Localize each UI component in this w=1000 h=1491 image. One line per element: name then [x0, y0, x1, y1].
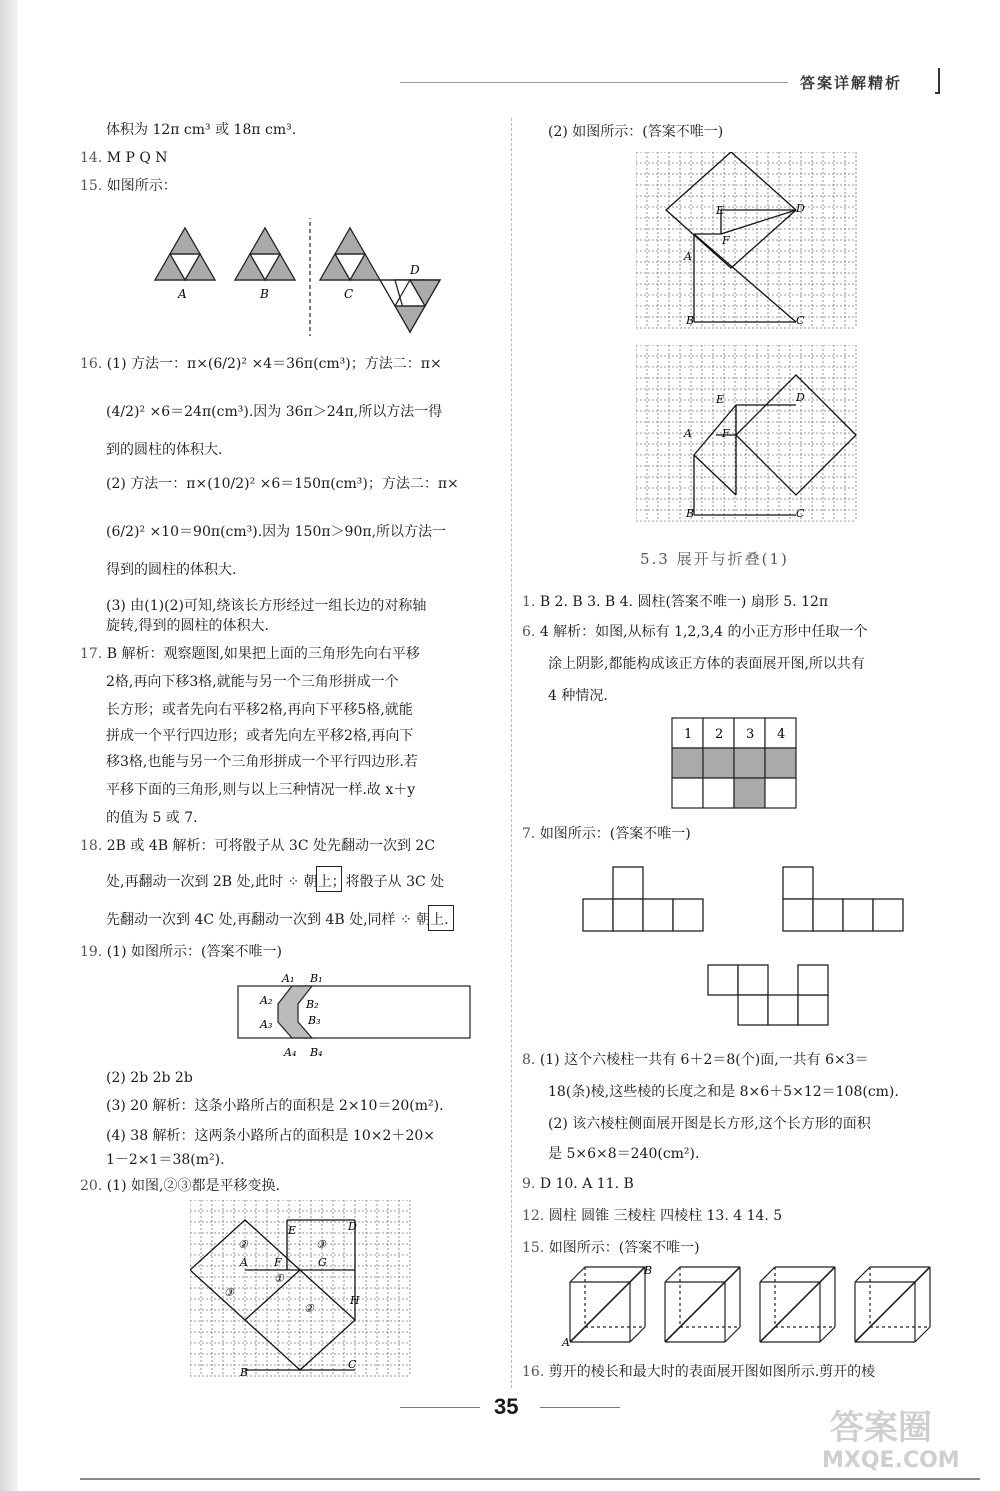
- right-line: [548, 1082, 899, 1102]
- g20-label-3a: ③: [316, 1238, 326, 1251]
- answer-text: (6/2)² ×10＝90π(cm³).因为 150π＞90π,所以方法一: [106, 524, 447, 540]
- left-line: [106, 910, 449, 930]
- header-rule: [400, 82, 788, 83]
- left-line: [80, 176, 177, 196]
- figure-7-nets: [580, 865, 910, 1031]
- question-number: 17.: [80, 646, 103, 662]
- answer-text: 圆柱 圆锥 三棱柱 四棱柱 13. 4 14. 5: [548, 1208, 783, 1224]
- answer-text: 到的圆柱的体积大.: [106, 442, 223, 458]
- g20-label-c: C: [348, 1358, 357, 1371]
- watermark-logo: 答案圈: [830, 1408, 932, 1448]
- left-line: [106, 808, 198, 828]
- answer-text: (2) 方法一：π×(10/2)² ×6＝150π(cm³)；方法二：π×: [106, 476, 459, 492]
- g20-label-2a: ②: [238, 1238, 248, 1251]
- g20-label-h: H: [350, 1294, 360, 1307]
- left-line: [80, 836, 435, 856]
- answer-text: 涂上阴影,都能构成该正方体的表面展开图,所以共有: [548, 656, 865, 672]
- gr2-label-d: D: [796, 391, 805, 404]
- left-line: [106, 120, 296, 140]
- answer-text: 如图所示：(答案不唯一): [548, 1240, 700, 1256]
- gr1-label-c: C: [796, 314, 805, 327]
- fig15-label-a: A: [178, 287, 187, 301]
- answer-text: (1) 如图,②③都是平移变换.: [106, 1178, 280, 1194]
- g20-label-1: ①: [274, 1272, 284, 1285]
- left-line: [80, 1176, 280, 1196]
- binding-edge: [0, 0, 18, 1491]
- dice-4-icon: [316, 866, 342, 892]
- left-line: [106, 440, 222, 460]
- column-divider: [511, 118, 512, 1388]
- right-line: [548, 1144, 699, 1164]
- gr1-label-a: A: [684, 250, 692, 263]
- answer-text: (4/2)² ×6＝24π(cm³).因为 36π＞24π,所以方法一得: [106, 404, 443, 420]
- right-line: [522, 1362, 875, 1382]
- gr2-label-a: A: [684, 427, 692, 440]
- left-line: [80, 354, 442, 374]
- left-line: [80, 148, 168, 168]
- fig19-label-b4: B₄: [310, 1046, 323, 1059]
- answer-text: D 10. A 11. B: [539, 1176, 634, 1192]
- answer-text: (2) 2b 2b 2b: [106, 1070, 193, 1086]
- answer-text: B 2. B 3. B 4. 圆柱(答案不唯一) 扇形 5. 12π: [539, 594, 829, 610]
- answer-text: 体积为 12π cm³ 或 18π cm³.: [106, 122, 297, 138]
- question-number: 16.: [80, 356, 103, 372]
- fig19-label-b3: B₃: [308, 1014, 321, 1027]
- figure-15-triangles: [140, 218, 460, 343]
- left-line: [80, 942, 282, 962]
- answer-text: M P Q N: [106, 150, 168, 166]
- figure-r2-grid-2: [636, 345, 858, 523]
- right-line: [522, 1174, 634, 1194]
- g20-label-b: B: [240, 1366, 249, 1378]
- right-line: [522, 592, 828, 612]
- left-line: [106, 672, 399, 692]
- answer-text: (3) 20 解析：这条小路所占的面积是 2×10＝20(m²).: [106, 1098, 444, 1114]
- question-number: 7.: [522, 826, 536, 842]
- left-line: [106, 1068, 193, 1088]
- answer-text: 是 5×6×8＝240(cm²).: [548, 1146, 700, 1162]
- left-line: [106, 726, 413, 746]
- answer-text: B 解析：观察题图,如果把上面的三角形先向右平移: [106, 646, 420, 662]
- question-number: 20.: [80, 1178, 103, 1194]
- page-number: 35: [494, 1394, 519, 1419]
- answer-text: 移3格,也能与另一个三角形拼成一个平行四边形.若: [106, 754, 418, 770]
- right-line: [548, 654, 865, 674]
- section-title: 5.3 展开与折叠(1): [640, 550, 789, 568]
- left-line: [106, 1150, 225, 1170]
- left-line: [106, 700, 413, 720]
- left-line: [106, 752, 418, 772]
- net-cell-3: 3: [746, 727, 755, 742]
- left-line: [106, 474, 459, 494]
- answer-text: (1) 方法一：π×(6/2)² ×4＝36π(cm³)；方法二：π×: [106, 356, 442, 372]
- g20-label-2b: ②: [304, 1302, 314, 1315]
- right-line: [522, 1050, 869, 1070]
- question-number: 15.: [522, 1240, 545, 1256]
- left-line: [106, 596, 426, 616]
- answer-text: (1) 这个六棱柱一共有 6＋2＝8(个)面,一共有 6×3＝: [539, 1052, 869, 1068]
- g20-label-a: A: [240, 1256, 248, 1269]
- gr2-label-e: E: [716, 393, 725, 406]
- g20-label-g: G: [318, 1256, 327, 1269]
- left-line: [106, 402, 442, 422]
- right-line: [522, 622, 868, 642]
- answer-text: (2) 如图所示：(答案不唯一): [548, 124, 724, 140]
- header-bracket: [935, 68, 940, 94]
- answer-text: 如图所示：: [106, 178, 177, 194]
- cube-label-b: B: [644, 1264, 653, 1277]
- answer-text: 2B 或 4B 解析：可将骰子从 3C 处先翻动一次到 2C: [106, 838, 436, 854]
- dice-4-icon: [428, 905, 454, 931]
- answer-text: 处,再翻动一次到 2B 处,此时 ⁘ 朝上；将骰子从 3C 处: [106, 874, 445, 890]
- answer-text: (4) 38 解析：这两条小路所占的面积是 10×2＋20×: [106, 1128, 435, 1144]
- figure-15-cubes: [560, 1262, 950, 1354]
- right-line: [548, 122, 723, 142]
- figure-r2-grid-1: [636, 152, 858, 330]
- gr2-label-b: B: [686, 507, 695, 520]
- fig19-label-a4: A₄: [284, 1046, 297, 1059]
- question-number: 8.: [522, 1052, 536, 1068]
- answer-text: 旋转,得到的圆柱的体积大.: [106, 618, 269, 634]
- answer-text: 平移下面的三角形,则与以上三种情况一样.故 x＋y: [106, 782, 416, 798]
- net-cell-1: 1: [684, 727, 693, 742]
- gr2-label-f: F: [722, 427, 730, 440]
- answer-text: 长方形；或者先向右平移2格,再向下平移5格,就能: [106, 702, 413, 718]
- fig15-label-d: D: [410, 263, 420, 277]
- answer-text: 2格,再向下移3格,就能与另一个三角形拼成一个: [106, 674, 399, 690]
- figure-20-grid: [190, 1200, 412, 1378]
- fig15-label-b: B: [260, 287, 269, 301]
- right-line: [548, 1114, 871, 1134]
- cube-label-a: A: [562, 1336, 570, 1349]
- gr1-label-b: B: [686, 314, 695, 327]
- net-cell-2: 2: [715, 727, 724, 742]
- question-number: 12.: [522, 1208, 545, 1224]
- gr1-label-d: D: [796, 202, 805, 215]
- question-number: 15.: [80, 178, 103, 194]
- footer-rule-right: [540, 1407, 620, 1408]
- fig15-label-c: C: [344, 287, 354, 301]
- left-line: [106, 780, 415, 800]
- fig19-label-b1: B₁: [310, 972, 323, 985]
- net-cell-4: 4: [777, 727, 786, 742]
- answer-text: 剪开的棱长和最大时的表面展开图如图所示.剪开的棱: [548, 1364, 876, 1380]
- left-line: [106, 522, 446, 542]
- answer-text: 4 种情况.: [548, 688, 608, 704]
- question-number: 9.: [522, 1176, 536, 1192]
- right-line: [522, 1238, 700, 1258]
- figure-19-path: [232, 966, 482, 1066]
- fig19-label-b2: B₂: [306, 998, 319, 1011]
- answer-text: 先翻动一次到 4C 处,再翻动一次到 4B 处,同样 ⁘ 朝上.: [106, 912, 449, 928]
- gr1-label-f: F: [722, 234, 730, 247]
- question-number: 19.: [80, 944, 103, 960]
- right-line: [522, 824, 691, 844]
- watermark-url: MXQE.COM: [822, 1448, 960, 1473]
- question-number: 14.: [80, 150, 103, 166]
- answer-text: 1－2×1＝38(m²).: [106, 1152, 225, 1168]
- answer-text: (3) 由(1)(2)可知,绕该长方形经过一组长边的对称轴: [106, 598, 427, 614]
- answer-text: 如图所示：(答案不唯一): [539, 826, 691, 842]
- gr2-label-c: C: [796, 507, 805, 520]
- g20-label-d: D: [348, 1220, 357, 1233]
- left-line: [106, 616, 269, 636]
- gr1-label-e: E: [716, 204, 725, 217]
- left-line: [80, 644, 420, 664]
- right-line: [522, 1206, 782, 1226]
- g20-label-3b: ③: [224, 1286, 234, 1299]
- question-number: 16.: [522, 1364, 545, 1380]
- g20-label-f: F: [274, 1256, 282, 1269]
- fig19-label-a3: A₃: [260, 1018, 273, 1031]
- right-line: [548, 686, 608, 706]
- answer-text: (1) 如图所示：(答案不唯一): [106, 944, 282, 960]
- answer-text: 得到的圆柱的体积大.: [106, 562, 237, 578]
- answer-text: 拼成一个平行四边形；或者先向左平移2格,再向下: [106, 728, 414, 744]
- fig19-label-a2: A₂: [260, 994, 273, 1007]
- fig19-label-a1: A₁: [282, 972, 295, 985]
- answer-text: 4 解析：如图,从标有 1,2,3,4 的小正方形中任取一个: [539, 624, 868, 640]
- left-line: [106, 560, 236, 580]
- answer-text: 18(条)棱,这些棱的长度之和是 8×6＋5×12＝108(cm).: [548, 1084, 899, 1100]
- question-number: 18.: [80, 838, 103, 854]
- header-title: 答案详解精析: [800, 74, 903, 92]
- question-number: 1.: [522, 594, 536, 610]
- left-line: [106, 1126, 435, 1146]
- bottom-rule: [80, 1478, 980, 1480]
- footer-rule-left: [400, 1407, 480, 1408]
- answer-text: (2) 该六棱柱侧面展开图是长方形,这个长方形的面积: [548, 1116, 871, 1132]
- left-line: [106, 872, 444, 892]
- g20-label-e: E: [288, 1224, 297, 1237]
- answer-text: 的值为 5 或 7.: [106, 810, 198, 826]
- left-line: [106, 1096, 444, 1116]
- figure-6-net: [670, 716, 800, 812]
- question-number: 6.: [522, 624, 536, 640]
